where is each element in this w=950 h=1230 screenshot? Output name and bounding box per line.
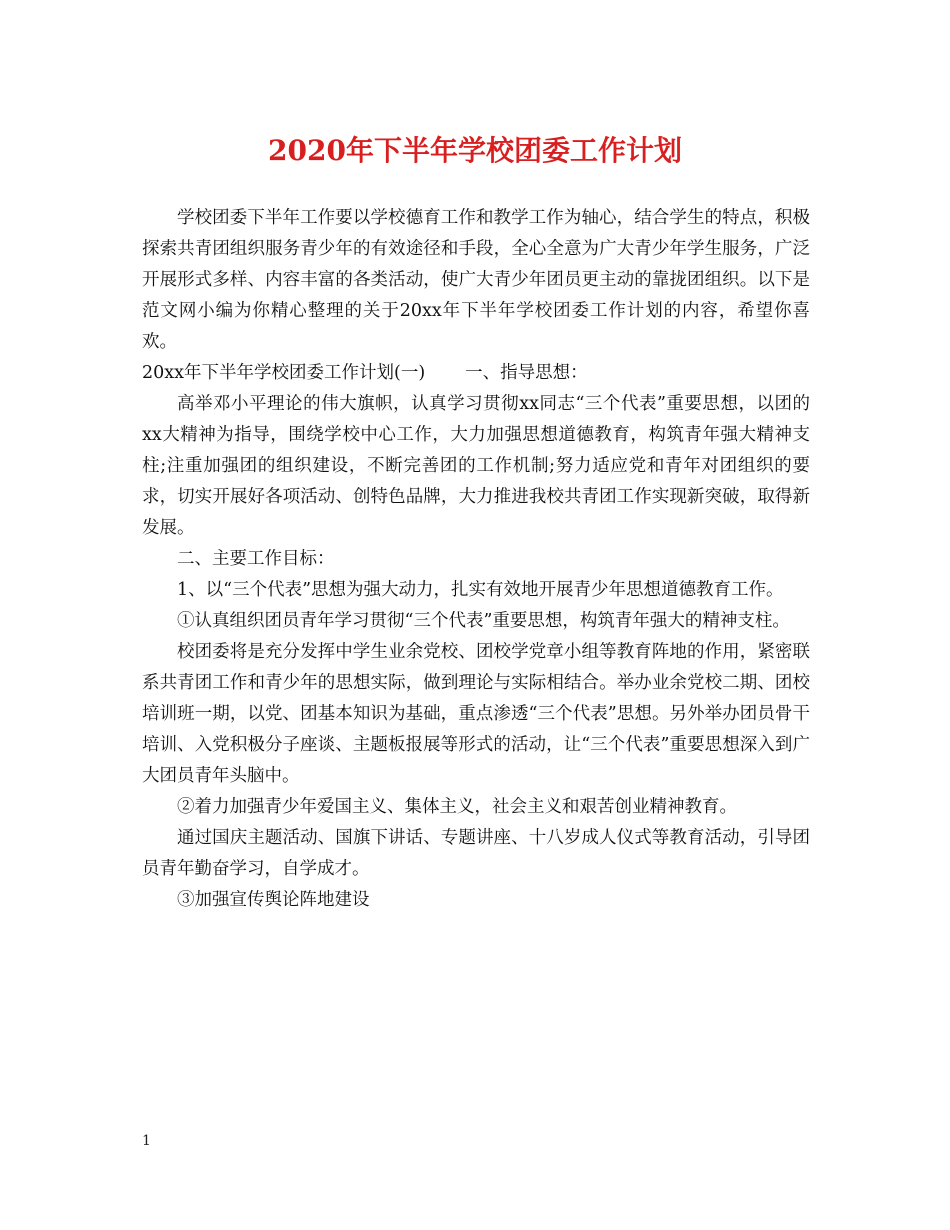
document-body — [142, 203, 810, 916]
plan-heading: 20xx年下半年学校团委工作计划(一) — [142, 363, 426, 383]
section2-heading: 二、主要工作目标： — [177, 549, 335, 569]
intro-paragraph: 学校团委下半年工作要以学校德育工作和教学工作为轴心，结合学生的特点，积极探索共青团组织服务青少年的有效途径和手段，全心全意为广大青少年学生服务，广泛开展形式多样、内容丰富的各类活动，使广大青少年团员更主动的靠拢团组织。以下是范文网小编为你精心整理的关于20xx年下半年学校团委工作计划的内容，希望你喜欢。 — [142, 208, 810, 352]
section1-heading: 一、指导思想： — [465, 363, 588, 383]
goal1-paragraph: 1、以“三个代表”思想为强大动力，扎实有效地开展青少年思想道德教育工作。 — [177, 580, 784, 600]
item2-body-paragraph: 通过国庆主题活动、国旗下讲话、专题讲座、十八岁成人仪式等教育活动，引导团员青年勤奋学习，自学成才。 — [142, 828, 810, 879]
item2-paragraph: ②着力加强青少年爱国主义、集体主义，社会主义和艰苦创业精神教育。 — [177, 797, 737, 817]
item1-body-paragraph: 校团委将是充分发挥中学生业余党校、团校学党章小组等教育阵地的作用，紧密联系共青团工作和青少年的思想实际，做到理论与实际相结合。举办业余党校二期、团校培训班一期，以党、团基本知识为基础，重点渗透“三个代表”思想。另外举办团员骨干培训、入党积极分子座谈、主题板报展等形式的活动，让“三个代表”重要思想深入到广大团员青年头脑中。 — [142, 642, 810, 786]
section1-body: 高举邓小平理论的伟大旗帜，认真学习贯彻xx同志“三个代表”重要思想，以团的xx大精神为指导，围绕学校中心工作，大力加强思想道德教育，构筑青年强大精神支柱;注重加强团的组织建设，不断完善团的工作机制;努力适应党和青年对团组织的要求，切实开展好各项活动、创特色品牌，大力推进我校共青团工作实现新突破，取得新发展。 — [142, 394, 810, 538]
document-title: 2020年下半年学校团委工作计划 — [268, 134, 682, 167]
item3-paragraph: ③加强宣传舆论阵地建设 — [177, 890, 370, 910]
plan-heading-line — [142, 358, 810, 389]
page-number: 1 — [142, 1133, 151, 1149]
item1-paragraph: ①认真组织团员青年学习贯彻“三个代表”重要思想，构筑青年强大的精神支柱。 — [177, 611, 790, 631]
